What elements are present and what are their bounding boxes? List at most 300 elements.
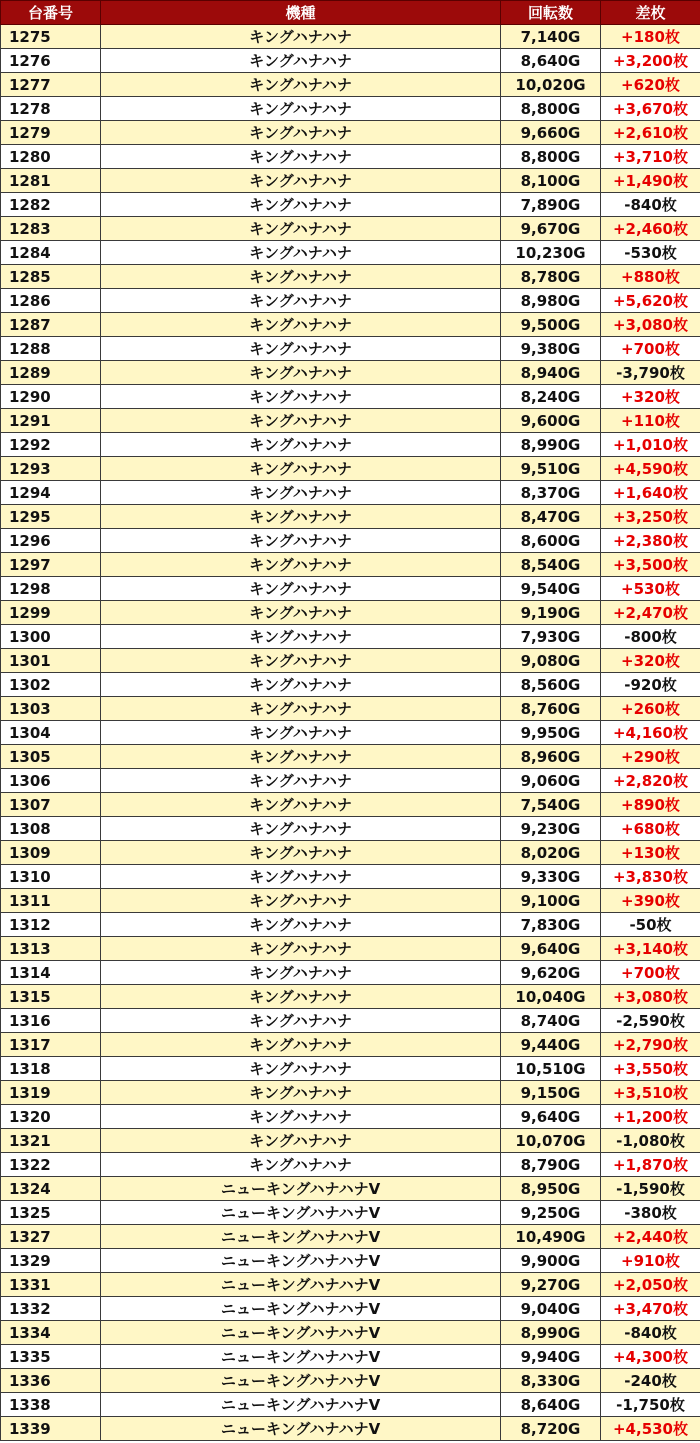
table-row (1, 865, 700, 889)
diff-cell: -920枚 (601, 673, 700, 697)
table-row (1, 1249, 700, 1273)
model-cell: キングハナハナ (101, 409, 501, 433)
table-row (1, 481, 700, 505)
diff-cell: +320枚 (601, 385, 700, 409)
table-row (1, 1321, 700, 1345)
diff-cell: +700枚 (601, 961, 700, 985)
table-row (1, 1345, 700, 1369)
machine-number-cell: 1309 (1, 841, 101, 865)
table-row (1, 433, 700, 457)
spins-cell: 8,100G (501, 169, 601, 193)
model-cell: キングハナハナ (101, 121, 501, 145)
model-cell: キングハナハナ (101, 793, 501, 817)
diff-cell: +290枚 (601, 745, 700, 769)
table-row (1, 313, 700, 337)
spins-cell: 8,990G (501, 433, 601, 457)
diff-cell: +1,870枚 (601, 1153, 700, 1177)
machine-number-cell: 1312 (1, 913, 101, 937)
diff-cell: +680枚 (601, 817, 700, 841)
model-cell: キングハナハナ (101, 457, 501, 481)
diff-cell: +890枚 (601, 793, 700, 817)
machine-number-cell: 1283 (1, 217, 101, 241)
diff-cell: +2,460枚 (601, 217, 700, 241)
spins-cell: 10,230G (501, 241, 601, 265)
diff-cell: +4,590枚 (601, 457, 700, 481)
diff-cell: +110枚 (601, 409, 700, 433)
machine-number-cell: 1316 (1, 1009, 101, 1033)
model-cell: キングハナハナ (101, 361, 501, 385)
diff-cell: -380枚 (601, 1201, 700, 1225)
spins-cell: 9,510G (501, 457, 601, 481)
spins-cell: 10,490G (501, 1225, 601, 1249)
table-row (1, 985, 700, 1009)
machine-number-cell: 1321 (1, 1129, 101, 1153)
table-row (1, 889, 700, 913)
spins-cell: 10,070G (501, 1129, 601, 1153)
table-row (1, 673, 700, 697)
spins-cell: 9,900G (501, 1249, 601, 1273)
spins-cell: 8,800G (501, 97, 601, 121)
machine-number-cell: 1284 (1, 241, 101, 265)
spins-cell: 8,940G (501, 361, 601, 385)
spins-cell: 8,780G (501, 265, 601, 289)
diff-cell: +390枚 (601, 889, 700, 913)
header-model: 機種 (101, 1, 501, 25)
table-row (1, 649, 700, 673)
diff-cell: -1,080枚 (601, 1129, 700, 1153)
model-cell: キングハナハナ (101, 913, 501, 937)
table-row (1, 385, 700, 409)
spins-cell: 9,040G (501, 1297, 601, 1321)
model-cell: ニューキングハナハナV (101, 1177, 501, 1201)
machine-number-cell: 1313 (1, 937, 101, 961)
spins-cell: 9,330G (501, 865, 601, 889)
table-row (1, 577, 700, 601)
machine-number-cell: 1320 (1, 1105, 101, 1129)
model-cell: ニューキングハナハナV (101, 1249, 501, 1273)
machine-number-cell: 1293 (1, 457, 101, 481)
diff-cell: -240枚 (601, 1369, 700, 1393)
table-row (1, 1129, 700, 1153)
spins-cell: 8,790G (501, 1153, 601, 1177)
model-cell: キングハナハナ (101, 73, 501, 97)
table-row (1, 1081, 700, 1105)
spins-cell: 9,060G (501, 769, 601, 793)
model-cell: ニューキングハナハナV (101, 1417, 501, 1441)
table-row (1, 1201, 700, 1225)
model-cell: キングハナハナ (101, 481, 501, 505)
diff-cell: +2,790枚 (601, 1033, 700, 1057)
diff-cell: +3,510枚 (601, 1081, 700, 1105)
diff-cell: +180枚 (601, 25, 700, 49)
table-row (1, 961, 700, 985)
model-cell: キングハナハナ (101, 1081, 501, 1105)
model-cell: ニューキングハナハナV (101, 1225, 501, 1249)
machine-number-cell: 1288 (1, 337, 101, 361)
table-row (1, 97, 700, 121)
spins-cell: 10,020G (501, 73, 601, 97)
machine-number-cell: 1294 (1, 481, 101, 505)
diff-cell: +700枚 (601, 337, 700, 361)
machine-number-cell: 1324 (1, 1177, 101, 1201)
spins-cell: 7,830G (501, 913, 601, 937)
spins-cell: 8,740G (501, 1009, 601, 1033)
model-cell: キングハナハナ (101, 985, 501, 1009)
table-row (1, 1225, 700, 1249)
machine-number-cell: 1302 (1, 673, 101, 697)
model-cell: ニューキングハナハナV (101, 1201, 501, 1225)
diff-cell: +4,530枚 (601, 1417, 700, 1441)
spins-cell: 9,620G (501, 961, 601, 985)
machine-number-cell: 1292 (1, 433, 101, 457)
table-header (1, 1, 700, 25)
diff-cell: +3,710枚 (601, 145, 700, 169)
table-row (1, 721, 700, 745)
machine-number-cell: 1322 (1, 1153, 101, 1177)
model-cell: キングハナハナ (101, 601, 501, 625)
model-cell: キングハナハナ (101, 673, 501, 697)
spins-cell: 9,640G (501, 937, 601, 961)
table-row (1, 1177, 700, 1201)
model-cell: キングハナハナ (101, 289, 501, 313)
table-row (1, 337, 700, 361)
diff-cell: +2,610枚 (601, 121, 700, 145)
spins-cell: 9,600G (501, 409, 601, 433)
diff-cell: -1,750枚 (601, 1393, 700, 1417)
table-row (1, 1297, 700, 1321)
model-cell: キングハナハナ (101, 97, 501, 121)
table-row (1, 841, 700, 865)
spins-cell: 7,890G (501, 193, 601, 217)
model-cell: キングハナハナ (101, 553, 501, 577)
machine-number-cell: 1332 (1, 1297, 101, 1321)
table-row (1, 913, 700, 937)
diff-cell: -840枚 (601, 1321, 700, 1345)
model-cell: キングハナハナ (101, 1033, 501, 1057)
header-row (1, 1, 700, 25)
table-row (1, 601, 700, 625)
model-cell: キングハナハナ (101, 889, 501, 913)
model-cell: キングハナハナ (101, 145, 501, 169)
diff-cell: +1,490枚 (601, 169, 700, 193)
machine-number-cell: 1311 (1, 889, 101, 913)
diff-cell: -2,590枚 (601, 1009, 700, 1033)
machine-number-cell: 1304 (1, 721, 101, 745)
machine-number-cell: 1318 (1, 1057, 101, 1081)
machine-number-cell: 1301 (1, 649, 101, 673)
diff-cell: +2,820枚 (601, 769, 700, 793)
machine-number-cell: 1279 (1, 121, 101, 145)
spins-cell: 8,240G (501, 385, 601, 409)
model-cell: キングハナハナ (101, 505, 501, 529)
table-row (1, 265, 700, 289)
diff-cell: +1,010枚 (601, 433, 700, 457)
spins-cell: 9,190G (501, 601, 601, 625)
diff-cell: +3,670枚 (601, 97, 700, 121)
machine-number-cell: 1335 (1, 1345, 101, 1369)
machine-number-cell: 1319 (1, 1081, 101, 1105)
machine-number-cell: 1331 (1, 1273, 101, 1297)
model-cell: キングハナハナ (101, 433, 501, 457)
diff-cell: +260枚 (601, 697, 700, 721)
diff-cell: +3,140枚 (601, 937, 700, 961)
model-cell: キングハナハナ (101, 625, 501, 649)
table-row (1, 289, 700, 313)
spins-cell: 7,930G (501, 625, 601, 649)
spins-cell: 9,270G (501, 1273, 601, 1297)
machine-number-cell: 1334 (1, 1321, 101, 1345)
spins-cell: 9,660G (501, 121, 601, 145)
machine-number-cell: 1287 (1, 313, 101, 337)
spins-cell: 8,600G (501, 529, 601, 553)
machine-number-cell: 1276 (1, 49, 101, 73)
spins-cell: 8,330G (501, 1369, 601, 1393)
spins-cell: 8,760G (501, 697, 601, 721)
table-row (1, 1393, 700, 1417)
diff-cell: +5,620枚 (601, 289, 700, 313)
table-row (1, 457, 700, 481)
spins-cell: 8,980G (501, 289, 601, 313)
model-cell: ニューキングハナハナV (101, 1369, 501, 1393)
model-cell: ニューキングハナハナV (101, 1273, 501, 1297)
model-cell: キングハナハナ (101, 1057, 501, 1081)
table-row (1, 241, 700, 265)
model-cell: キングハナハナ (101, 1105, 501, 1129)
model-cell: ニューキングハナハナV (101, 1297, 501, 1321)
diff-cell: -50枚 (601, 913, 700, 937)
machine-number-cell: 1314 (1, 961, 101, 985)
spins-cell: 8,560G (501, 673, 601, 697)
table-row (1, 1057, 700, 1081)
diff-cell: +3,250枚 (601, 505, 700, 529)
spins-cell: 9,250G (501, 1201, 601, 1225)
table-row (1, 25, 700, 49)
spins-cell: 9,540G (501, 577, 601, 601)
diff-cell: +3,500枚 (601, 553, 700, 577)
header-spins: 回転数 (501, 1, 601, 25)
spins-cell: 8,950G (501, 1177, 601, 1201)
diff-cell: +4,160枚 (601, 721, 700, 745)
machine-number-cell: 1305 (1, 745, 101, 769)
diff-cell: +4,300枚 (601, 1345, 700, 1369)
machine-number-cell: 1327 (1, 1225, 101, 1249)
diff-cell: +1,640枚 (601, 481, 700, 505)
spins-cell: 8,470G (501, 505, 601, 529)
spins-cell: 9,950G (501, 721, 601, 745)
table-row (1, 1033, 700, 1057)
diff-cell: +880枚 (601, 265, 700, 289)
model-cell: ニューキングハナハナV (101, 1393, 501, 1417)
table-row (1, 745, 700, 769)
model-cell: キングハナハナ (101, 961, 501, 985)
spins-cell: 9,100G (501, 889, 601, 913)
spins-cell: 10,040G (501, 985, 601, 1009)
diff-cell: +3,080枚 (601, 313, 700, 337)
machine-number-cell: 1280 (1, 145, 101, 169)
table-row (1, 769, 700, 793)
spins-cell: 7,540G (501, 793, 601, 817)
diff-cell: +530枚 (601, 577, 700, 601)
model-cell: キングハナハナ (101, 769, 501, 793)
table-row (1, 1105, 700, 1129)
machine-number-cell: 1278 (1, 97, 101, 121)
spins-cell: 9,940G (501, 1345, 601, 1369)
spins-cell: 8,640G (501, 49, 601, 73)
diff-cell: +3,080枚 (601, 985, 700, 1009)
machine-number-cell: 1298 (1, 577, 101, 601)
spins-cell: 8,990G (501, 1321, 601, 1345)
diff-cell: -530枚 (601, 241, 700, 265)
model-cell: キングハナハナ (101, 577, 501, 601)
table-row (1, 697, 700, 721)
machine-number-cell: 1317 (1, 1033, 101, 1057)
machine-number-cell: 1282 (1, 193, 101, 217)
table-row (1, 73, 700, 97)
diff-cell: -840枚 (601, 193, 700, 217)
model-cell: ニューキングハナハナV (101, 1321, 501, 1345)
spins-cell: 9,080G (501, 649, 601, 673)
diff-cell: +3,470枚 (601, 1297, 700, 1321)
diff-cell: -800枚 (601, 625, 700, 649)
model-cell: キングハナハナ (101, 337, 501, 361)
machine-number-cell: 1286 (1, 289, 101, 313)
spins-cell: 9,380G (501, 337, 601, 361)
table-row (1, 169, 700, 193)
machine-number-cell: 1289 (1, 361, 101, 385)
machine-number-cell: 1290 (1, 385, 101, 409)
model-cell: キングハナハナ (101, 313, 501, 337)
machine-number-cell: 1299 (1, 601, 101, 625)
machine-number-cell: 1325 (1, 1201, 101, 1225)
table-row (1, 529, 700, 553)
diff-cell: +2,380枚 (601, 529, 700, 553)
diff-cell: +2,470枚 (601, 601, 700, 625)
machine-number-cell: 1303 (1, 697, 101, 721)
model-cell: キングハナハナ (101, 193, 501, 217)
table-row (1, 361, 700, 385)
diff-cell: +620枚 (601, 73, 700, 97)
diff-cell: +3,830枚 (601, 865, 700, 889)
diff-cell: +3,200枚 (601, 49, 700, 73)
table-row (1, 1417, 700, 1441)
machine-number-cell: 1285 (1, 265, 101, 289)
model-cell: キングハナハナ (101, 745, 501, 769)
diff-cell: +130枚 (601, 841, 700, 865)
model-cell: キングハナハナ (101, 841, 501, 865)
spins-cell: 8,020G (501, 841, 601, 865)
machine-number-cell: 1300 (1, 625, 101, 649)
spins-cell: 8,540G (501, 553, 601, 577)
spins-cell: 8,640G (501, 1393, 601, 1417)
spins-cell: 9,440G (501, 1033, 601, 1057)
diff-cell: -1,590枚 (601, 1177, 700, 1201)
table-row (1, 1369, 700, 1393)
table-row (1, 409, 700, 433)
model-cell: キングハナハナ (101, 25, 501, 49)
model-cell: キングハナハナ (101, 817, 501, 841)
table-body (1, 25, 700, 1441)
model-cell: キングハナハナ (101, 241, 501, 265)
machine-number-cell: 1306 (1, 769, 101, 793)
table-row (1, 49, 700, 73)
model-cell: キングハナハナ (101, 169, 501, 193)
diff-cell: +2,050枚 (601, 1273, 700, 1297)
diff-cell: -3,790枚 (601, 361, 700, 385)
diff-cell: +320枚 (601, 649, 700, 673)
spins-cell: 8,370G (501, 481, 601, 505)
model-cell: キングハナハナ (101, 697, 501, 721)
table-row (1, 145, 700, 169)
table-row (1, 1153, 700, 1177)
model-cell: キングハナハナ (101, 1153, 501, 1177)
model-cell: キングハナハナ (101, 49, 501, 73)
model-cell: キングハナハナ (101, 1129, 501, 1153)
machine-number-cell: 1329 (1, 1249, 101, 1273)
header-machine-no: 台番号 (1, 1, 101, 25)
machine-number-cell: 1281 (1, 169, 101, 193)
table-row (1, 217, 700, 241)
spins-cell: 8,960G (501, 745, 601, 769)
table-row (1, 793, 700, 817)
machine-number-cell: 1338 (1, 1393, 101, 1417)
table-row (1, 1273, 700, 1297)
spins-cell: 9,150G (501, 1081, 601, 1105)
table-row (1, 625, 700, 649)
machine-number-cell: 1277 (1, 73, 101, 97)
diff-cell: +2,440枚 (601, 1225, 700, 1249)
table-row (1, 193, 700, 217)
model-cell: キングハナハナ (101, 529, 501, 553)
model-cell: キングハナハナ (101, 265, 501, 289)
machine-number-cell: 1310 (1, 865, 101, 889)
table-row (1, 817, 700, 841)
spins-cell: 9,230G (501, 817, 601, 841)
spins-cell: 9,500G (501, 313, 601, 337)
model-cell: ニューキングハナハナV (101, 1345, 501, 1369)
machine-number-cell: 1339 (1, 1417, 101, 1441)
machine-number-cell: 1307 (1, 793, 101, 817)
spins-cell: 9,640G (501, 1105, 601, 1129)
table-row (1, 553, 700, 577)
table-row (1, 937, 700, 961)
spins-cell: 10,510G (501, 1057, 601, 1081)
header-diff: 差枚 (601, 1, 700, 25)
machine-number-cell: 1275 (1, 25, 101, 49)
table-row (1, 505, 700, 529)
model-cell: キングハナハナ (101, 937, 501, 961)
machine-number-cell: 1295 (1, 505, 101, 529)
model-cell: キングハナハナ (101, 721, 501, 745)
spins-cell: 8,800G (501, 145, 601, 169)
model-cell: キングハナハナ (101, 649, 501, 673)
machine-number-cell: 1315 (1, 985, 101, 1009)
diff-cell: +910枚 (601, 1249, 700, 1273)
diff-cell: +1,200枚 (601, 1105, 700, 1129)
machine-number-cell: 1296 (1, 529, 101, 553)
model-cell: キングハナハナ (101, 1009, 501, 1033)
machine-number-cell: 1297 (1, 553, 101, 577)
model-cell: キングハナハナ (101, 865, 501, 889)
machine-number-cell: 1336 (1, 1369, 101, 1393)
table-row (1, 121, 700, 145)
model-cell: キングハナハナ (101, 217, 501, 241)
spins-cell: 8,720G (501, 1417, 601, 1441)
diff-cell: +3,550枚 (601, 1057, 700, 1081)
machine-number-cell: 1291 (1, 409, 101, 433)
spins-cell: 9,670G (501, 217, 601, 241)
table-row (1, 1009, 700, 1033)
model-cell: キングハナハナ (101, 385, 501, 409)
